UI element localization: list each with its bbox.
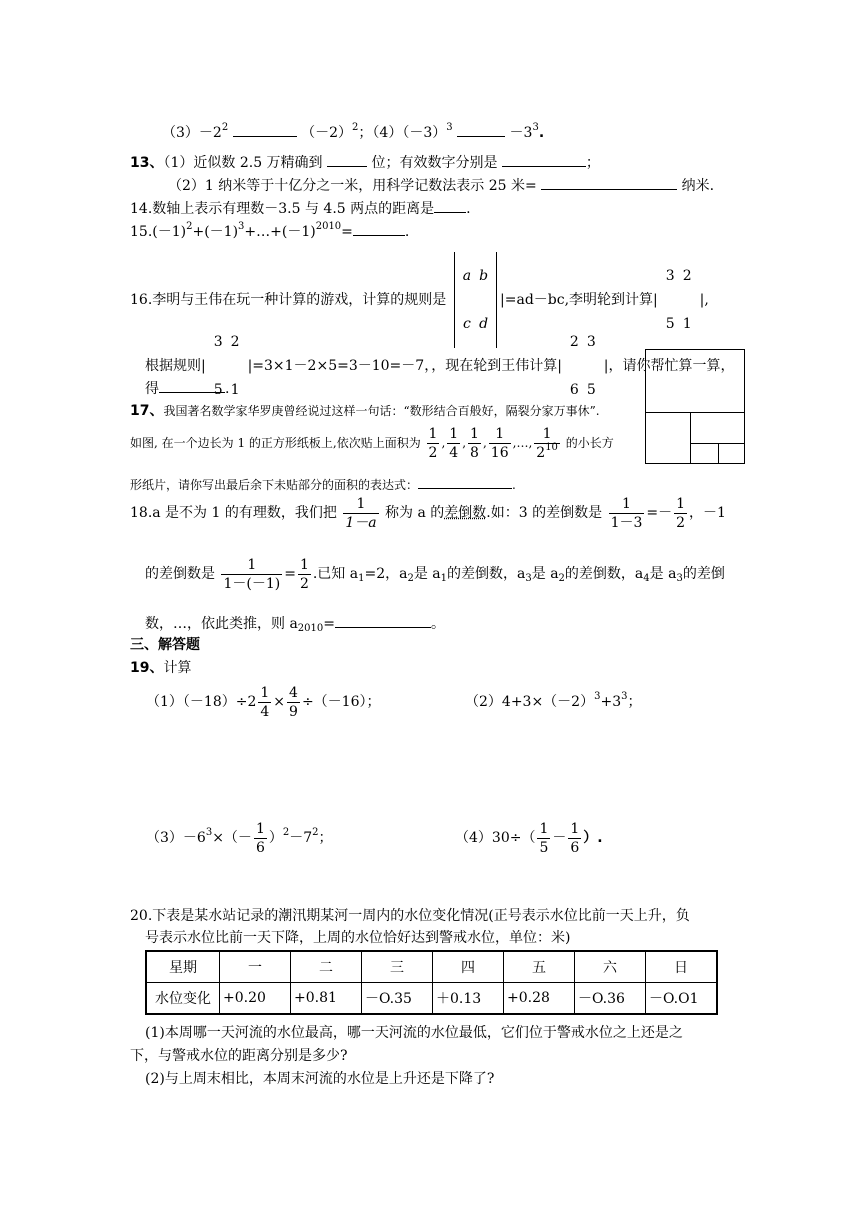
q19-part4: （4）30÷（ $\frac{1}{5}$ － $\frac{1}{6}$ ）. <box>455 820 603 856</box>
q20-sub1b: 下，与警戒水位的距离分别是多少? <box>130 1048 348 1064</box>
q18-line2: 的差倒数是 $\frac{1}{1-(-1)}$ = $\frac{1}{2}$ .已知 $a_1=2$，$a_2$是 $a_1$的差倒数，$a_3$是 $a_2$的差倒数，$a_4$是 $a_3$的差倒 <box>145 556 725 592</box>
q19-part2: $(2)4+3\times(-2)^3+3^3$； <box>465 691 642 710</box>
question-number: 13、 <box>130 155 164 171</box>
q18-line1: 18.a 是不为 1 的有理数，我们把 $\frac{1}{1-a}$ 称为 a 的差倒数.如：3 的差倒数是 $\frac{1}{1-3}$ =－ $\frac{1}{2}$ ，－1 <box>130 495 726 531</box>
matrix-1: 3 2 5 1 <box>665 268 692 332</box>
q16-line3: 得 . <box>145 378 229 398</box>
table-header-row: 星期 一 二 三 四 五 六 日 <box>146 951 717 983</box>
q19-part3: $(3)-6^3\times(-$ $\frac{1}{6}$ ）$^2-7^2$； <box>146 820 333 856</box>
answer-blank[interactable] <box>233 122 297 137</box>
answer-blank[interactable] <box>327 152 367 167</box>
q20-sub2: (2)与上周末相比，本周末河流的水位是上升还是下降了? <box>145 1071 495 1087</box>
q12-line: $(3)-2^2$ $(-2)^2$；$(4)(-3)^3 -3^3$. <box>162 122 545 141</box>
section-heading: 三、解答题 <box>130 637 200 653</box>
answer-blank[interactable] <box>159 378 225 393</box>
q18-line3: 数，…，依此类推，则 $a_{2010}=$ 。 <box>145 613 445 633</box>
q13-line2: （2）1 纳米等于十亿分之一米，用科学记数法表示 25 米= 纳米. <box>168 175 714 195</box>
q17-line3: 形纸片，请你写出最后余下未贴部分的面积的表达式： . <box>130 474 516 494</box>
table-row: 水位变化 +0.20 +0.81 －O.35 ＋0.13 +0.28 －O.36 －O.O1 <box>146 983 717 1015</box>
q19-title: 19、计算 <box>130 660 192 676</box>
answer-blank[interactable] <box>335 613 431 628</box>
q16-line2: 根据规则| 3 2 5 1 |=3×1－2×5=3－10=－7，，现在轮到王伟计算| 2 3 6 5 |，请你帮忙算一算， <box>145 318 734 414</box>
answer-blank[interactable] <box>457 122 505 137</box>
q20-line2: 号表示水位比前一天下降，上周的水位恰好达到警戒水位，单位：米) <box>145 930 571 946</box>
q14-line: 14.数轴上表示有理数－3.5 与 4.5 两点的距离是 . <box>130 198 471 218</box>
answer-blank[interactable] <box>502 152 586 167</box>
question-number: 17、 <box>130 403 164 419</box>
q13-line1: 13、（1）近似数 2.5 万精确到 位；有效数字分别是 ； <box>130 152 600 172</box>
q20-line1: 20.下表是某水站记录的潮汛期某河一周内的水位变化情况(正号表示水位比前一天上升，负 <box>130 908 690 924</box>
water-level-table <box>145 950 718 1015</box>
matrix-2: 3 2 5 1 <box>213 334 240 398</box>
answer-blank[interactable] <box>541 175 677 190</box>
q17-line2: 如图, 在一个边长为 1 的正方形纸板上,依次贴上面积为 $\frac{1}{2}$ , $\frac{1}{4}$ , $\frac{1}{8}$ , $\frac{1}{16}$ ,…, $\frac{1}{2^{10}}$ 的小长方 <box>130 426 614 461</box>
question-number: 19、 <box>130 660 164 676</box>
q15-line: $15.(-1)^2+(-1)^3+\dots+(-1)^{2010}=$ . <box>130 221 410 240</box>
q19-part1: （1）（－18）÷2 $\frac{1}{4}$ × $\frac{4}{9}$ ÷（－16）； <box>146 684 381 720</box>
square-diagram <box>645 349 745 464</box>
rule-determinant: a b c d <box>454 252 497 348</box>
q20-sub1a: (1)本周哪一天河流的水位最高，哪一天河流的水位最低，它们位于警戒水位之上还是之 <box>145 1025 683 1041</box>
answer-blank[interactable] <box>434 198 466 213</box>
matrix-3: 2 3 6 5 <box>569 334 596 398</box>
q16-line1: 16.李明与王伟在玩一种计算的游戏，计算的规则是 a b c d |=ad－bc,李明轮到计算| 3 2 5 1 |, <box>130 252 709 348</box>
q17-line1: 17、我国著名数学家华罗庚曾经说过这样一句话：“数形结合百般好，隔裂分家万事休”. <box>130 403 600 419</box>
answer-blank[interactable] <box>418 474 512 489</box>
answer-blank[interactable] <box>353 221 405 236</box>
